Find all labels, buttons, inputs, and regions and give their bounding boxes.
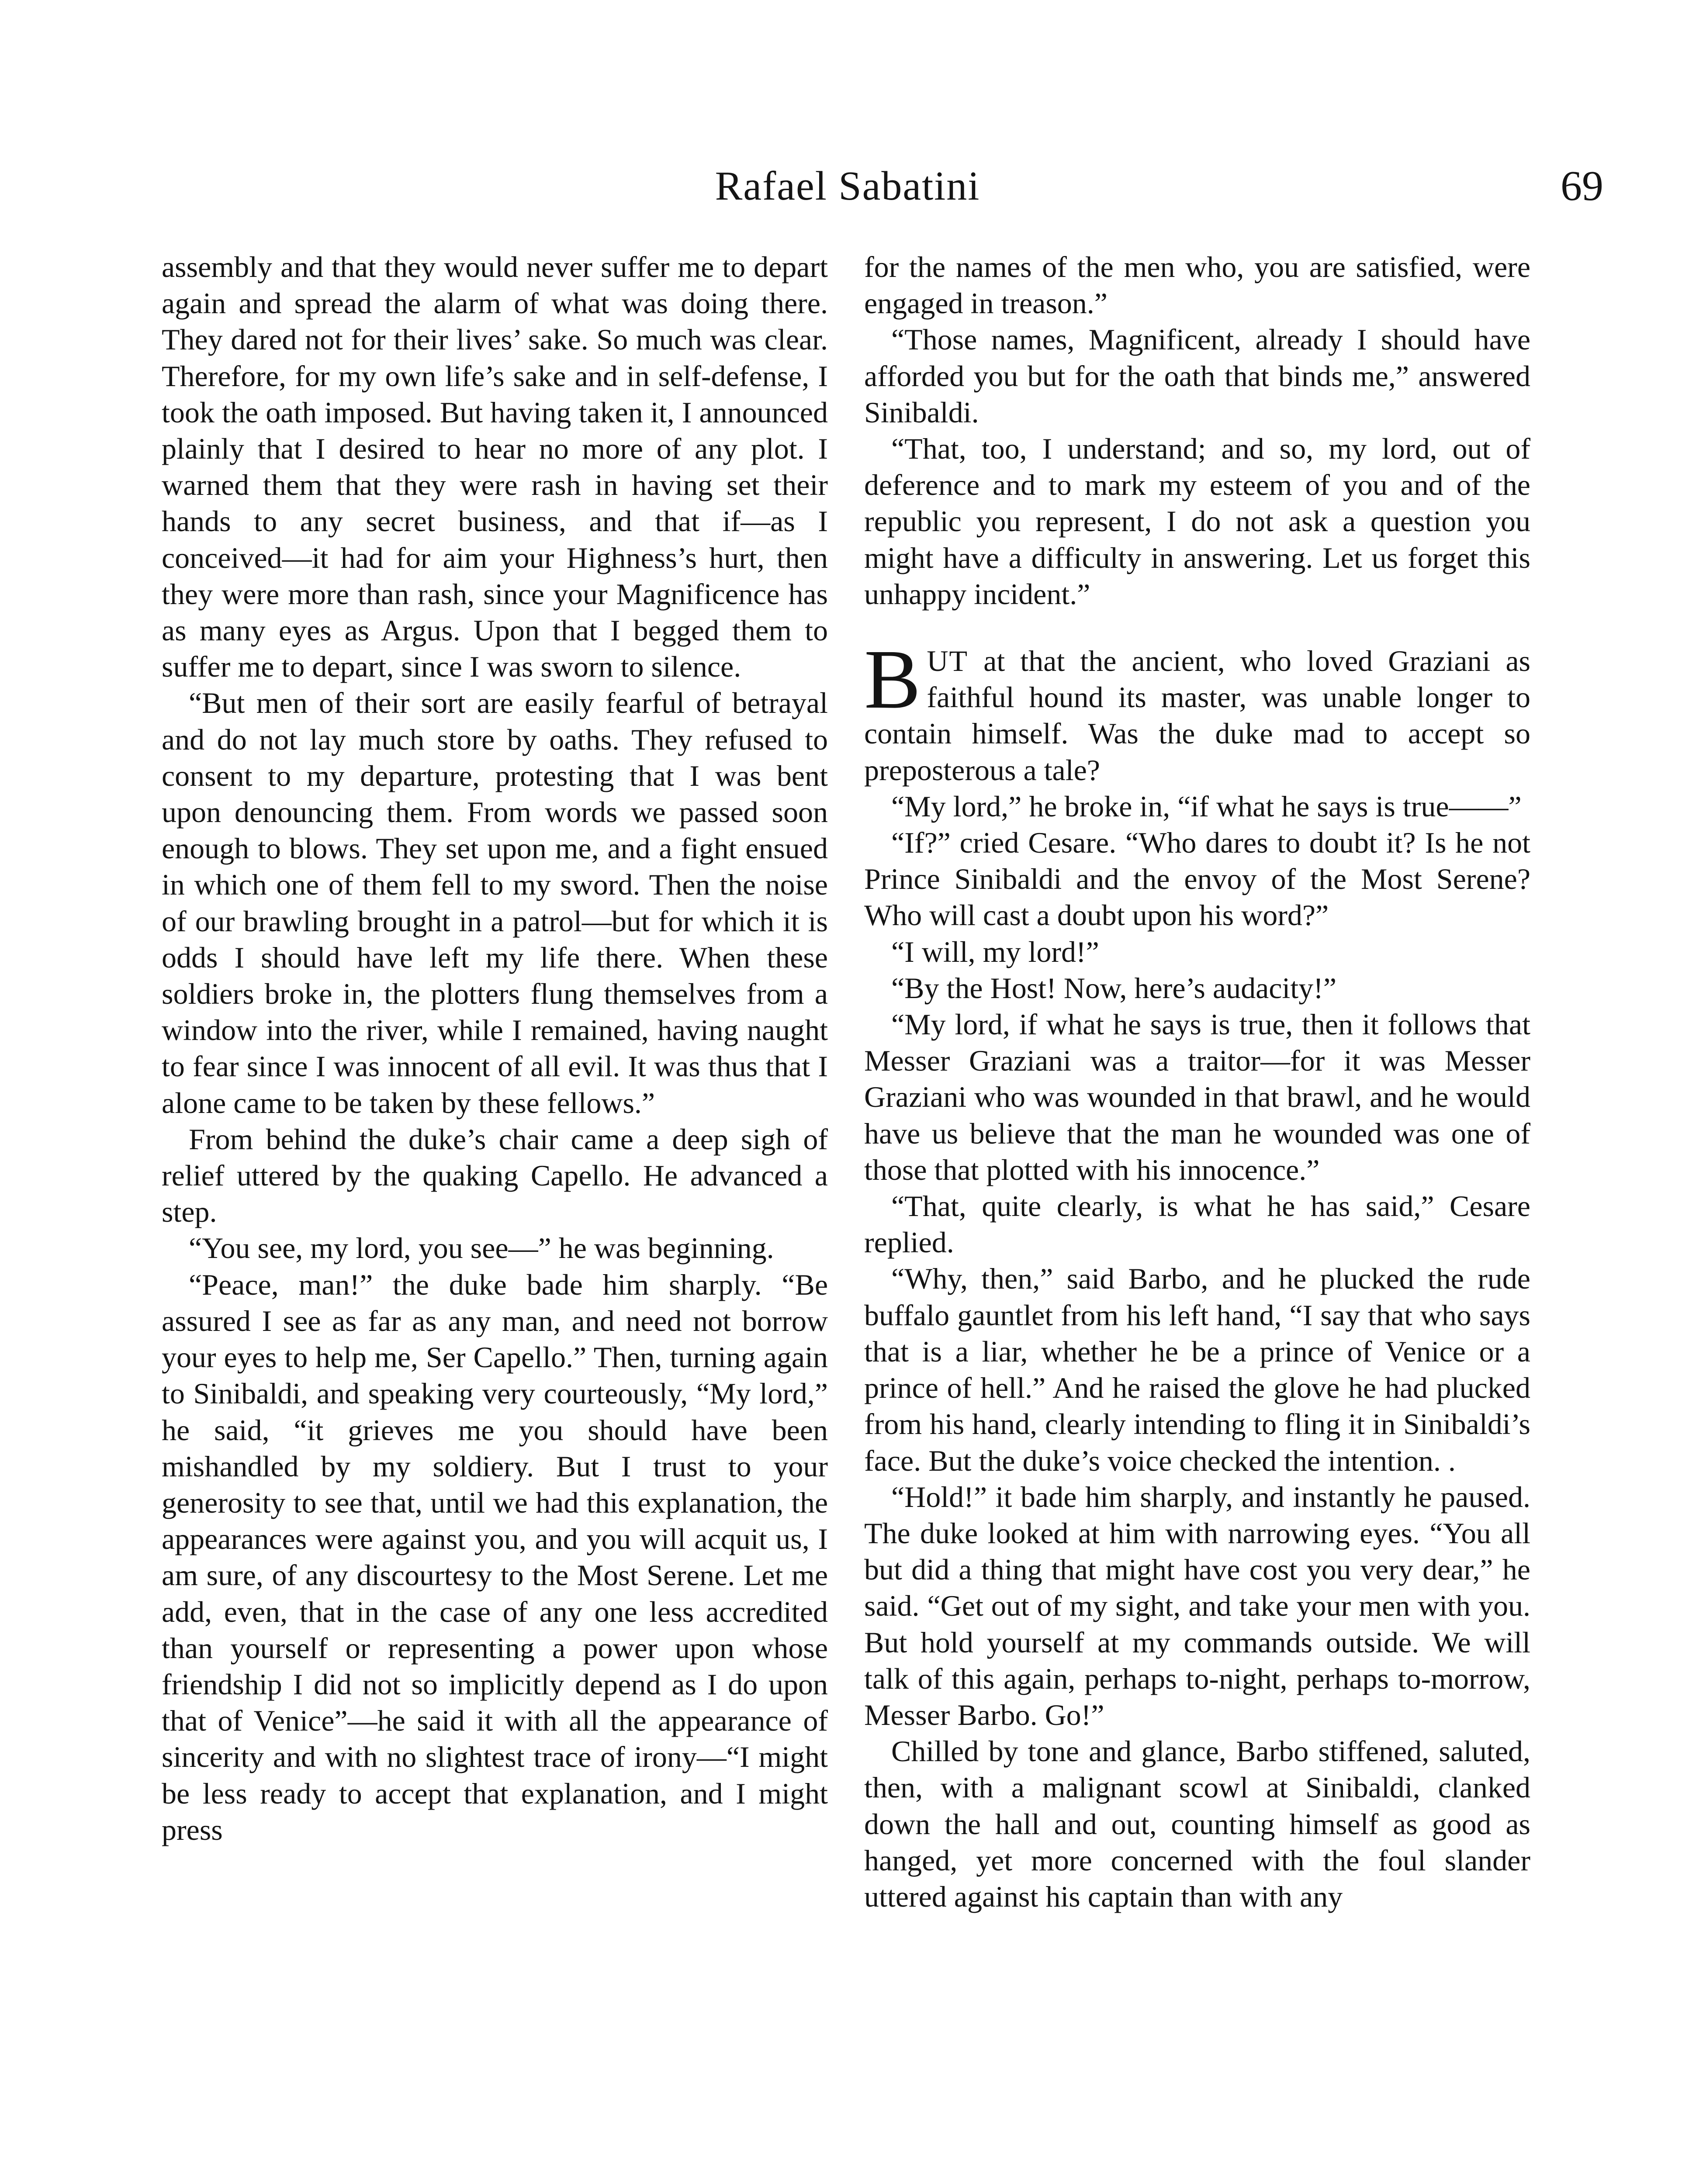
paragraph: “That, too, I understand; and so, my lord, out of deference and to mark my esteem of you and of the republic you represent, I do not ask a question you might have a difficulty in answering. Let us forget this unhappy incident.” [864, 432, 1530, 611]
right-column [864, 249, 1530, 1915]
paragraph: for the names of the men who, you are satisfied, were engaged in treason.” [864, 250, 1530, 320]
paragraph: “By the Host! Now, here’s audacity!” [891, 971, 1337, 1005]
paragraph: “You see, my lord, you see—” he was beginning. [189, 1231, 774, 1265]
section-opening-text: at that the ancient, who loved Graziani as faithful hound its master, was unable longer to contain himself. Was the duke mad to accept so preposterous a tale? [864, 644, 1530, 787]
paragraph: “My lord, if what he says is true, then it follows that Messer Graziani was a traitor—for it was Messer Graziani who was wounded in that brawl, and he would have us believe that the man he wounded was one of those that plotted with his innocence.” [864, 1008, 1530, 1186]
paragraph: assembly and that they would never suffer me to depart again and spread the alarm of what was doing there. They dared not for their lives’ sake. So much was clear. Therefore, for my own life’s sake and in self-defense, I took the oath imposed. But having taken it, I announced plainly that I desired to hear no more of any plot. I warned them that they were rash in having set their hands to any secret business, and that if—as I conceived—it had for aim your Highness’s hurt, then they were more than rash, since your Magnificence has as many eyes as Argus. Upon that I begged them to suffer me to depart, since I was sworn to silence. [162, 250, 828, 684]
paragraph: From behind the duke’s chair came a deep sigh of relief uttered by the quaking Capello. He advanced a step. [162, 1122, 828, 1229]
paragraph: “My lord,” he broke in, “if what he says is true——” [891, 789, 1522, 823]
paragraph: “That, quite clearly, is what he has said,” Cesare replied. [864, 1189, 1530, 1259]
small-caps-lead: UT [927, 644, 969, 678]
paragraph: “If?” cried Cesare. “Who dares to doubt it? Is he not Prince Sinibaldi and the envoy of the Most Serene? Who will cast a doubt upon his word?” [864, 826, 1530, 932]
section-opening-paragraph [864, 632, 1530, 788]
paragraph: “Those names, Magnificent, already I should have afforded you but for the oath that binds me,” answered Sinibaldi. [864, 323, 1530, 429]
paragraph: “Why, then,” said Barbo, and he plucked the rude buffalo gauntlet from his left hand, “I say that who says that is a liar, whether he be a prince of Venice or a prince of hell.” And he raised the glove he had plucked from his hand, clearly intending to fling it in Sinibaldi’s face. But the duke’s voice checked the intention. . [864, 1262, 1530, 1477]
drop-cap: B [864, 632, 921, 726]
page-number: 69 [1561, 162, 1603, 210]
paragraph: Chilled by tone and glance, Barbo stiffened, saluted, then, with a malignant scowl at Sinibaldi, clanked down the hall and out, counting himself as good as hanged, yet more concerned with the foul slander uttered against his captain than with any [864, 1735, 1530, 1913]
paragraph: “But men of their sort are easily fearful of betrayal and do not lay much store by oaths. They refused to consent to my departure, protesting that I was bent upon denouncing them. From words we passed soon enough to blows. They set upon me, and a fight ensued in which one of them fell to my sword. Then the noise of our brawling brought in a patrol—but for which it is odds I should have left my life there. When these soldiers broke in, the plotters flung themselves from a window into the river, while I remained, having naught to fear since I was innocent of all evil. It was thus that I alone came to be taken by these fellows.” [162, 686, 828, 1120]
paragraph: “Peace, man!” the duke bade him sharply. “Be assured I see as far as any man, and need not borrow your eyes to help me, Ser Capello.” Then, turning again to Sinibaldi, and speaking very courteously, “My lord,” he said, “it grieves me you should have been mishandled by my soldiery. But I trust to your generosity to see that, until we had this explanation, the appearances were against you, and you will acquit us, I am sure, of any discourtesy to the Most Serene. Let me add, even, that in the case of any one less accredited than yourself or representing a power upon whose friendship I did not so implicitly depend as I do upon that of Venice”—he said it with all the appearance of sincerity and with no slightest trace of irony—“I might be less ready to accept that explanation, and I might press [162, 1268, 828, 1846]
paragraph: “Hold!” it bade him sharply, and instantly he paused. The duke looked at him with narrowing eyes. “You all but did a thing that might have cost you very dear,” he said. “Get out of my sight, and take your men with you. But hold yourself at my commands outside. We will talk of this again, perhaps to-night, perhaps to-morrow, Messer Barbo. Go!” [864, 1480, 1530, 1731]
left-column [162, 249, 828, 1848]
running-head: Rafael Sabatini [715, 163, 980, 209]
paragraph: “I will, my lord!” [891, 935, 1099, 968]
